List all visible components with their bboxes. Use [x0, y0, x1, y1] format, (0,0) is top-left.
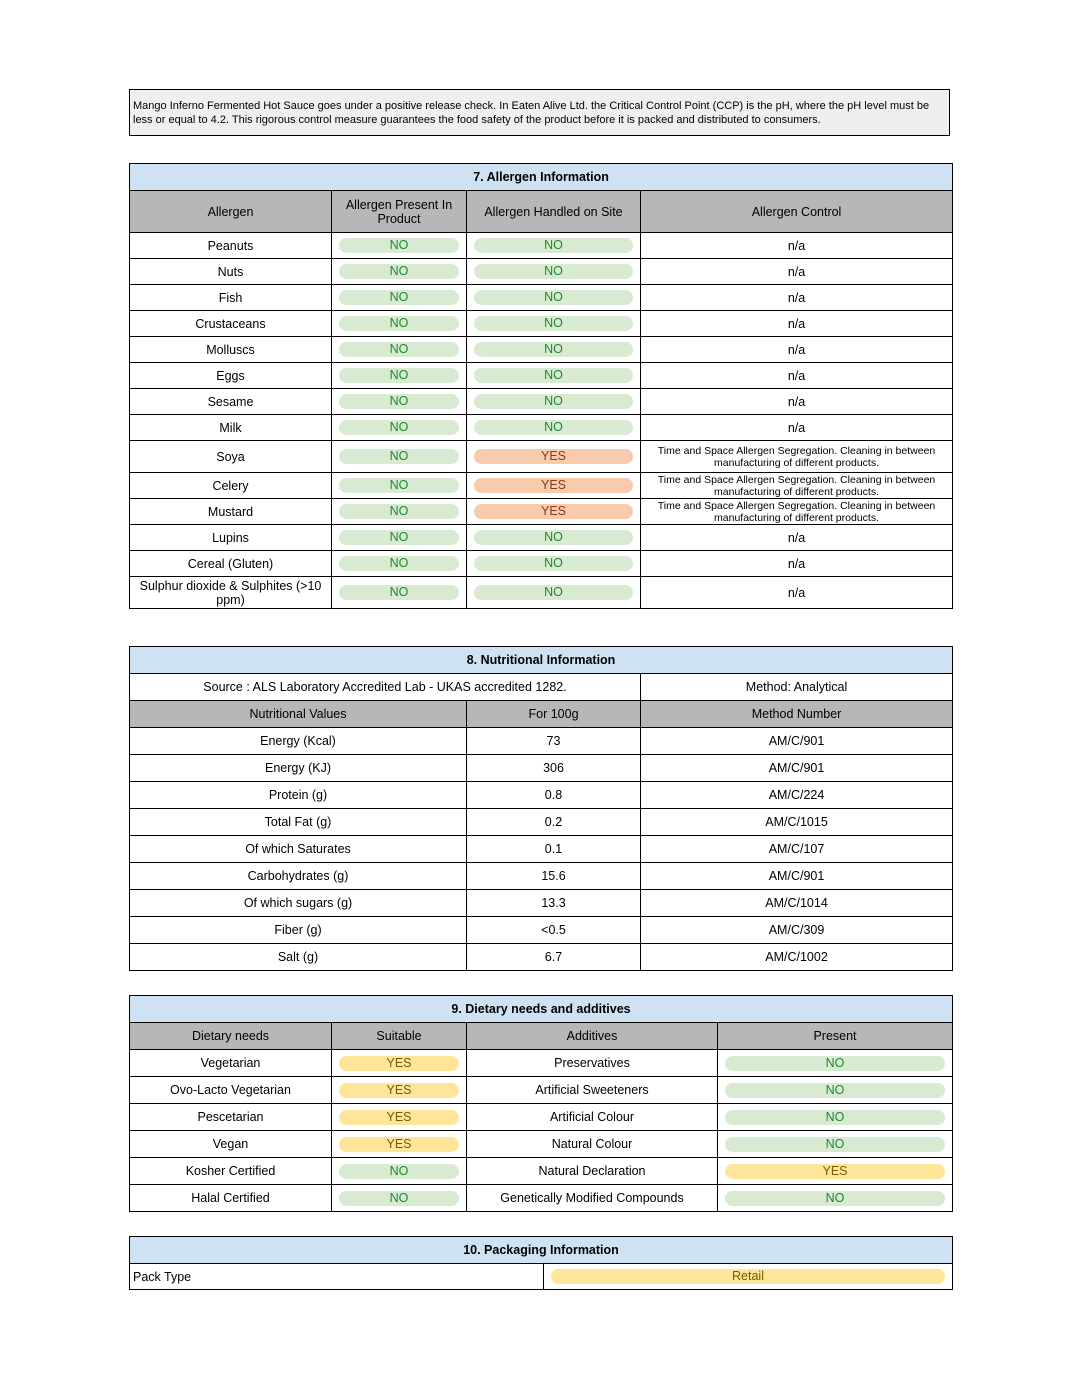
dietary-present-badge: NO: [725, 1137, 945, 1152]
allergen-handled-badge: NO: [474, 530, 633, 545]
dietary-present: [718, 1050, 953, 1077]
allergen-control-text: Time and Space Allergen Segregation. Cleaning in between manufacturing of different products.: [657, 444, 936, 469]
allergen-header-control: Allergen Control: [641, 191, 953, 233]
dietary-need: Halal Certified: [130, 1185, 332, 1212]
allergen-handled: [467, 285, 641, 311]
nutrition-row: [130, 863, 953, 890]
allergen-handled-badge: NO: [474, 238, 633, 253]
nutrition-method-number: AM/C/309: [641, 917, 953, 944]
nutrition-name: Energy (Kcal): [130, 728, 467, 755]
allergen-row: [130, 441, 953, 473]
pack-type-value: Retail: [551, 1269, 945, 1284]
nutrition-name: Protein (g): [130, 782, 467, 809]
nutrition-name: Energy (KJ): [130, 755, 467, 782]
intro-text: Mango Inferno Fermented Hot Sauce goes under a positive release check. In Eaten Alive Ltd. the Critical Control Point (CCP) is the pH, where the pH level must be less or equal to 4.2. This rigorous control measure guarantees the food safety of the product before it is packed and distributed to consumers.: [129, 89, 950, 136]
nutrition-value: 15.6: [467, 863, 641, 890]
allergen-present: [332, 415, 467, 441]
allergen-present: [332, 311, 467, 337]
nutrition-row: [130, 755, 953, 782]
nutrition-value: 73: [467, 728, 641, 755]
allergen-row: [130, 285, 953, 311]
allergen-row: [130, 577, 953, 609]
allergen-handled-badge: NO: [474, 368, 633, 383]
nutrition-name: Salt (g): [130, 944, 467, 971]
allergen-control: n/a: [641, 577, 953, 609]
nutrition-method-number: AM/C/901: [641, 863, 953, 890]
nutrition-row: [130, 917, 953, 944]
nutrition-method-number: AM/C/1015: [641, 809, 953, 836]
allergen-control: n/a: [641, 285, 953, 311]
allergen-name: Nuts: [130, 259, 332, 285]
dietary-header-suitable: Suitable: [332, 1023, 467, 1050]
dietary-suitable-badge: NO: [339, 1191, 459, 1206]
allergen-control: n/a: [641, 311, 953, 337]
dietary-row: [130, 1185, 953, 1212]
allergen-name: Molluscs: [130, 337, 332, 363]
allergen-present: [332, 441, 467, 473]
allergen-header-present: Allergen Present In Product: [332, 191, 467, 233]
nutrition-method-number: AM/C/901: [641, 728, 953, 755]
nutrition-method: Method: Analytical: [641, 674, 953, 701]
nutrition-header-method: Method Number: [641, 701, 953, 728]
dietary-need: Kosher Certified: [130, 1158, 332, 1185]
dietary-present-badge: NO: [725, 1056, 945, 1071]
dietary-suitable-badge: YES: [339, 1056, 459, 1071]
allergen-name: Eggs: [130, 363, 332, 389]
allergen-present: [332, 337, 467, 363]
packaging-table: [129, 1236, 953, 1290]
allergen-handled-badge: NO: [474, 420, 633, 435]
nutrition-value: 6.7: [467, 944, 641, 971]
allergen-control-text: Time and Space Allergen Segregation. Cleaning in between manufacturing of different products.: [657, 499, 936, 524]
allergen-control: [641, 441, 953, 473]
nutrition-method-number: AM/C/1014: [641, 890, 953, 917]
dietary-need: Vegetarian: [130, 1050, 332, 1077]
allergen-name: Peanuts: [130, 233, 332, 259]
allergen-handled: [467, 499, 641, 525]
allergen-handled: [467, 233, 641, 259]
nutrition-method-number: AM/C/1002: [641, 944, 953, 971]
dietary-present-badge: YES: [725, 1164, 945, 1179]
allergen-name: Celery: [130, 473, 332, 499]
allergen-handled-badge: NO: [474, 585, 633, 600]
allergen-handled: [467, 577, 641, 609]
dietary-suitable-badge: NO: [339, 1164, 459, 1179]
allergen-name: Crustaceans: [130, 311, 332, 337]
nutrition-name: Total Fat (g): [130, 809, 467, 836]
allergen-handled-badge: NO: [474, 264, 633, 279]
allergen-row: [130, 499, 953, 525]
dietary-row: [130, 1158, 953, 1185]
allergen-handled: [467, 473, 641, 499]
allergen-present-badge: NO: [339, 264, 459, 279]
allergen-present: [332, 389, 467, 415]
nutrition-value: 0.1: [467, 836, 641, 863]
allergen-present: [332, 525, 467, 551]
allergen-handled-badge: NO: [474, 394, 633, 409]
nutrition-header-name: Nutritional Values: [130, 701, 467, 728]
allergen-name: Lupins: [130, 525, 332, 551]
dietary-row: [130, 1104, 953, 1131]
dietary-need: Vegan: [130, 1131, 332, 1158]
dietary-header-additive: Additives: [467, 1023, 718, 1050]
allergen-handled: [467, 363, 641, 389]
allergen-present: [332, 363, 467, 389]
nutrition-name: Of which sugars (g): [130, 890, 467, 917]
dietary-additive: Natural Declaration: [467, 1158, 718, 1185]
nutrition-header-value: For 100g: [467, 701, 641, 728]
allergen-row: [130, 259, 953, 285]
allergen-handled: [467, 441, 641, 473]
allergen-present: [332, 233, 467, 259]
allergen-handled: [467, 551, 641, 577]
dietary-present: [718, 1077, 953, 1104]
allergen-present-badge: NO: [339, 449, 459, 464]
allergen-control-text: Time and Space Allergen Segregation. Cleaning in between manufacturing of different products.: [657, 473, 936, 498]
allergen-table: [129, 163, 953, 609]
dietary-suitable: [332, 1158, 467, 1185]
dietary-additive: Genetically Modified Compounds: [467, 1185, 718, 1212]
pack-type-cell: [544, 1264, 953, 1290]
allergen-handled-badge: NO: [474, 316, 633, 331]
dietary-table: [129, 995, 953, 1212]
nutrition-value: 306: [467, 755, 641, 782]
allergen-present: [332, 499, 467, 525]
allergen-name: Mustard: [130, 499, 332, 525]
allergen-handled-badge: YES: [474, 504, 633, 519]
dietary-suitable: [332, 1185, 467, 1212]
allergen-handled: [467, 389, 641, 415]
allergen-present-badge: NO: [339, 290, 459, 305]
allergen-present: [332, 577, 467, 609]
nutrition-row: [130, 809, 953, 836]
nutrition-source: Source : ALS Laboratory Accredited Lab - UKAS accredited 1282.: [130, 674, 641, 701]
allergen-control: n/a: [641, 415, 953, 441]
dietary-present: [718, 1131, 953, 1158]
nutrition-row: [130, 782, 953, 809]
allergen-name: Fish: [130, 285, 332, 311]
dietary-suitable-badge: YES: [339, 1083, 459, 1098]
allergen-row: [130, 389, 953, 415]
allergen-handled: [467, 415, 641, 441]
allergen-control: n/a: [641, 389, 953, 415]
nutrition-value: 0.8: [467, 782, 641, 809]
allergen-present-badge: NO: [339, 530, 459, 545]
dietary-additive: Artificial Sweeteners: [467, 1077, 718, 1104]
dietary-present: [718, 1185, 953, 1212]
allergen-row: [130, 473, 953, 499]
dietary-header-present: Present: [718, 1023, 953, 1050]
dietary-need: Ovo-Lacto Vegetarian: [130, 1077, 332, 1104]
dietary-additive: Natural Colour: [467, 1131, 718, 1158]
dietary-present-badge: NO: [725, 1083, 945, 1098]
allergen-handled: [467, 311, 641, 337]
nutrition-row: [130, 890, 953, 917]
dietary-present-badge: NO: [725, 1110, 945, 1125]
pack-type-label: Pack Type: [130, 1264, 544, 1290]
dietary-present: [718, 1104, 953, 1131]
allergen-handled-badge: NO: [474, 556, 633, 571]
allergen-control: n/a: [641, 551, 953, 577]
nutrition-title: 8. Nutritional Information: [130, 647, 953, 674]
allergen-control: n/a: [641, 363, 953, 389]
dietary-title: 9. Dietary needs and additives: [130, 996, 953, 1023]
dietary-suitable: [332, 1050, 467, 1077]
allergen-handled: [467, 337, 641, 363]
allergen-header-name: Allergen: [130, 191, 332, 233]
allergen-present-badge: NO: [339, 368, 459, 383]
nutrition-method-number: AM/C/901: [641, 755, 953, 782]
dietary-need: Pescetarian: [130, 1104, 332, 1131]
allergen-handled: [467, 259, 641, 285]
allergen-row: [130, 337, 953, 363]
dietary-suitable: [332, 1077, 467, 1104]
allergen-control: n/a: [641, 259, 953, 285]
dietary-row: [130, 1131, 953, 1158]
nutrition-name: Of which Saturates: [130, 836, 467, 863]
allergen-control: n/a: [641, 525, 953, 551]
allergen-present-badge: NO: [339, 556, 459, 571]
allergen-present-badge: NO: [339, 238, 459, 253]
dietary-present: [718, 1158, 953, 1185]
allergen-present-badge: NO: [339, 504, 459, 519]
nutrition-value: 0.2: [467, 809, 641, 836]
dietary-suitable-badge: YES: [339, 1110, 459, 1125]
allergen-present-badge: NO: [339, 478, 459, 493]
allergen-present: [332, 285, 467, 311]
nutrition-table: [129, 646, 953, 971]
allergen-name: Sesame: [130, 389, 332, 415]
nutrition-row: [130, 728, 953, 755]
allergen-header-handled: Allergen Handled on Site: [467, 191, 641, 233]
allergen-row: [130, 525, 953, 551]
dietary-suitable-badge: YES: [339, 1137, 459, 1152]
dietary-present-badge: NO: [725, 1191, 945, 1206]
allergen-present-badge: NO: [339, 585, 459, 600]
allergen-handled-badge: NO: [474, 342, 633, 357]
allergen-present: [332, 473, 467, 499]
dietary-header-need: Dietary needs: [130, 1023, 332, 1050]
allergen-row: [130, 551, 953, 577]
allergen-row: [130, 363, 953, 389]
dietary-additive: Preservatives: [467, 1050, 718, 1077]
allergen-control: n/a: [641, 337, 953, 363]
nutrition-method-number: AM/C/224: [641, 782, 953, 809]
nutrition-name: Fiber (g): [130, 917, 467, 944]
nutrition-value: 13.3: [467, 890, 641, 917]
allergen-row: [130, 311, 953, 337]
allergen-present-badge: NO: [339, 420, 459, 435]
allergen-name: Cereal (Gluten): [130, 551, 332, 577]
allergen-row: [130, 233, 953, 259]
nutrition-name: Carbohydrates (g): [130, 863, 467, 890]
allergen-handled-badge: NO: [474, 290, 633, 305]
allergen-name: Sulphur dioxide & Sulphites (>10 ppm): [130, 577, 332, 609]
allergen-handled-badge: YES: [474, 449, 633, 464]
dietary-suitable: [332, 1104, 467, 1131]
dietary-suitable: [332, 1131, 467, 1158]
nutrition-row: [130, 944, 953, 971]
allergen-name: Milk: [130, 415, 332, 441]
allergen-title: 7. Allergen Information: [130, 164, 953, 191]
nutrition-method-number: AM/C/107: [641, 836, 953, 863]
nutrition-row: [130, 836, 953, 863]
dietary-additive: Artificial Colour: [467, 1104, 718, 1131]
allergen-row: [130, 415, 953, 441]
dietary-row: [130, 1077, 953, 1104]
dietary-row: [130, 1050, 953, 1077]
allergen-present-badge: NO: [339, 316, 459, 331]
allergen-control: [641, 473, 953, 499]
allergen-control: n/a: [641, 233, 953, 259]
packaging-title: 10. Packaging Information: [130, 1237, 953, 1264]
allergen-handled: [467, 525, 641, 551]
allergen-present-badge: NO: [339, 394, 459, 409]
nutrition-value: <0.5: [467, 917, 641, 944]
allergen-handled-badge: YES: [474, 478, 633, 493]
allergen-present: [332, 551, 467, 577]
allergen-name: Soya: [130, 441, 332, 473]
allergen-present: [332, 259, 467, 285]
allergen-control: [641, 499, 953, 525]
allergen-present-badge: NO: [339, 342, 459, 357]
